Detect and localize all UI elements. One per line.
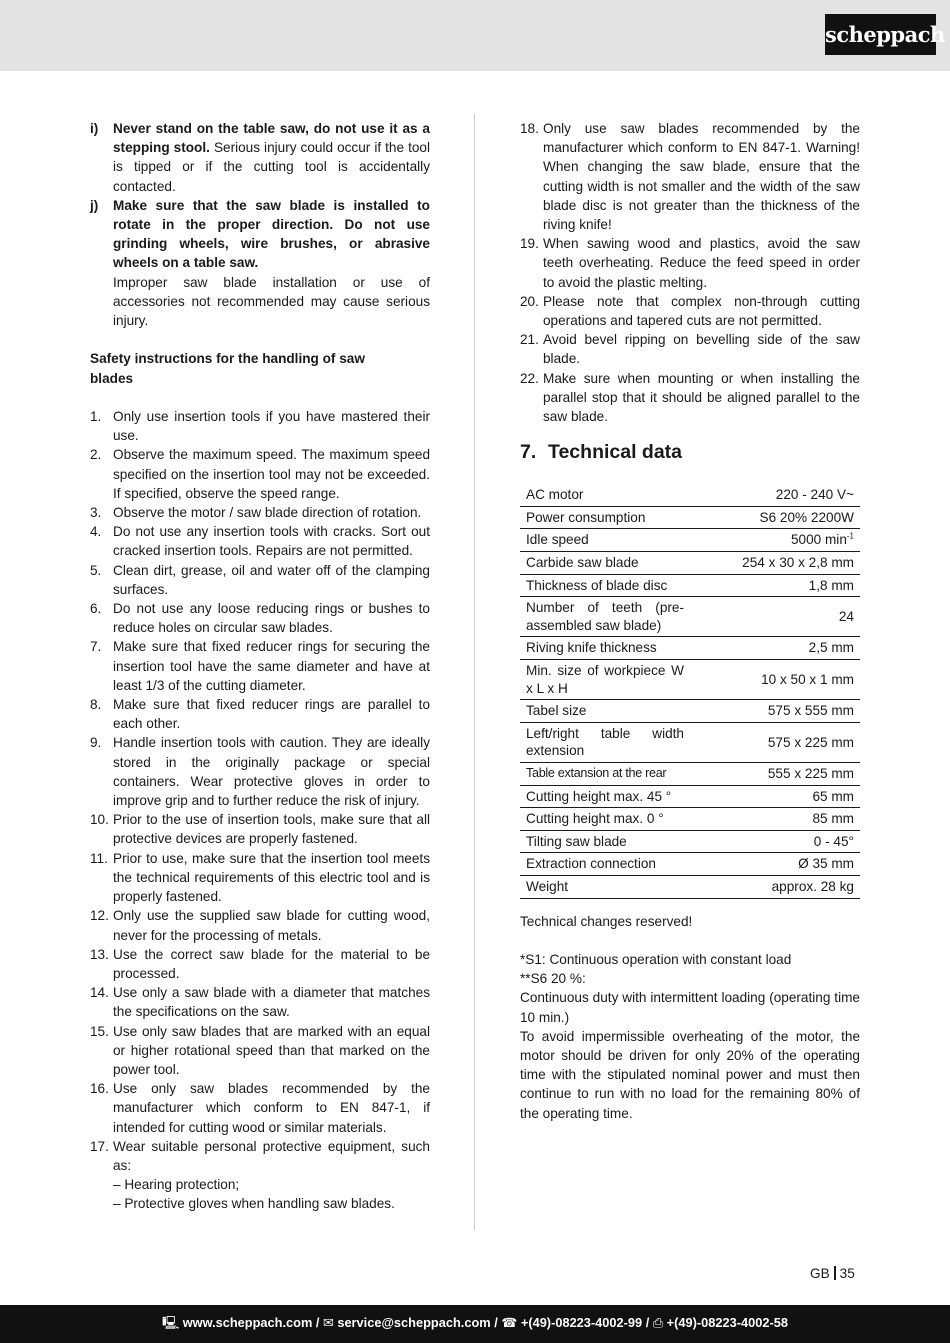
spec-value: 24 [690, 597, 860, 637]
spec-value: 85 mm [690, 808, 860, 831]
list-item [90, 561, 430, 599]
item-number: 3. [90, 505, 102, 521]
spec-value: 2,5 mm [690, 637, 860, 660]
section-title: 7. Technical data [520, 441, 683, 464]
list-item [520, 292, 860, 330]
item-number: 5. [90, 562, 102, 578]
list-item [90, 1137, 430, 1214]
column-divider [474, 114, 475, 1230]
table-row [520, 785, 860, 808]
list-item [90, 695, 430, 733]
list-item [90, 196, 430, 330]
list-item [90, 637, 430, 695]
note-s6-desc: Continuous duty with intermittent loading (operating time 10 min.) [520, 990, 860, 1025]
tech-data-table [520, 484, 860, 898]
spec-value: 220 - 240 V~ [690, 484, 860, 506]
page-number: GB 35 [810, 1266, 855, 1281]
item-marker: i) [90, 121, 99, 136]
note-reserved: Technical changes reserved! [520, 913, 693, 929]
table-row [520, 574, 860, 597]
spec-value: 575 x 225 mm [690, 722, 860, 762]
section-heading: Safety instructions for the handling of saw blades [90, 351, 365, 386]
item-number: 21. [520, 332, 539, 348]
table-row [520, 762, 860, 785]
table-row [520, 830, 860, 853]
item-number: 12. [90, 908, 109, 924]
spec-label: Tabel size [520, 700, 690, 723]
list-item [90, 407, 430, 445]
item-text: Serious injury could occur if the tool is tipped or if the cutting tool is accidentally contacted. [113, 140, 430, 194]
spec-label: Power consumption [520, 506, 690, 529]
list-item [90, 849, 430, 907]
spec-value: 10 x 50 x 1 mm [690, 660, 860, 700]
footer-website[interactable]: www.scheppach.com [182, 1315, 313, 1330]
computer-icon: 🖳 [162, 1315, 180, 1330]
table-row [520, 637, 860, 660]
item-text: Make sure that fixed reducer rings are parallel to each other. [113, 697, 430, 732]
spec-value: Ø 35 mm [690, 853, 860, 876]
spec-label: Min. size of workpiece W x L x H [520, 660, 690, 700]
brand-logo: scheppach [825, 14, 936, 55]
item-number: 15. [90, 1023, 109, 1039]
table-row [520, 506, 860, 529]
item-marker: j) [90, 197, 99, 213]
list-item [90, 733, 430, 810]
item-number: 1. [90, 409, 102, 425]
item-text: Wear suitable personal protective equipment, such as: [113, 1138, 430, 1173]
numbered-list [90, 407, 430, 1214]
list-item [90, 983, 430, 1021]
item-text: Use only a saw blade with a diameter that matches the specifications on the saw. [113, 985, 430, 1020]
item-number: 22. [520, 370, 539, 386]
spec-value: 65 mm [690, 785, 860, 808]
sub-item: – Protective gloves when handling saw blades. [113, 1196, 395, 1212]
spec-value: approx. 28 kg [690, 875, 860, 898]
item-text: Do not use any loose reducing rings or bushes to reduce holes on circular saw blades. [113, 601, 430, 636]
footer-bar: 🖳 www.scheppach.com / ✉ service@scheppach.com / ☎ +(49)-08223-4002-99 / ⎙ +(49)-08223-4002-58 [0, 1305, 950, 1343]
spec-label: Cutting height max. 45 ° [520, 785, 690, 808]
table-row [520, 808, 860, 831]
item-text: Use only saw blades that are marked with an equal or higher rotational speed than that marked on the power tool. [113, 1023, 430, 1077]
spec-value: 575 x 555 mm [690, 700, 860, 723]
item-number: 8. [90, 697, 102, 713]
numbered-list [520, 119, 860, 426]
table-row [520, 875, 860, 898]
spec-label: Idle speed [520, 529, 690, 552]
table-row [520, 722, 860, 762]
spec-label: Left/right table width extension [520, 722, 690, 762]
item-number: 16. [90, 1081, 109, 1097]
item-text: Use only saw blades recommended by the manufacturer which conform to EN 847-1, if intended for cutting wood or similar materials. [113, 1081, 430, 1135]
sub-item: – Hearing protection; [113, 1177, 240, 1193]
fax-icon: ⎙ [652, 1315, 664, 1330]
item-number: 20. [520, 293, 539, 309]
item-text: Observe the maximum speed. The maximum speed specified on the insertion tool may not be exceeded. If specified, observe the speed range. [113, 447, 430, 501]
right-column [520, 119, 860, 1123]
footer-phone: +(49)-08223-4002-99 [520, 1315, 643, 1330]
footer-email[interactable]: service@scheppach.com [337, 1315, 491, 1330]
spec-value: 5000 $\min^{-1}$ [690, 529, 860, 552]
note-s1: *S1: Continuous operation with constant load [520, 951, 792, 967]
table-row [520, 529, 860, 552]
spec-label: Extraction connection [520, 853, 690, 876]
spec-label: Number of teeth (pre-assembled saw blade) [520, 597, 690, 637]
table-row [520, 660, 860, 700]
item-text: Avoid bevel ripping on bevelling side of the saw blade. [543, 332, 860, 367]
list-item [90, 945, 430, 983]
item-bold-text: Never stand on the table saw, do not use it as a stepping stool. [113, 121, 430, 156]
left-column [90, 119, 430, 1214]
item-number: 13. [90, 946, 109, 962]
spec-value: 1,8 mm [690, 574, 860, 597]
item-text: When sawing wood and plastics, avoid the saw teeth overheating. Reduce the feed speed in order to avoid the plastic melting. [543, 236, 860, 290]
list-item [90, 1079, 430, 1137]
spec-label: Thickness of blade disc [520, 574, 690, 597]
item-text: Make sure that fixed reducer rings for securing the insertion tool have the same diameter and have at least 1/3 of the cutting diameter. [113, 639, 430, 693]
item-text: Use the correct saw blade for the material to be processed. [113, 946, 430, 981]
list-item [90, 522, 430, 560]
spec-value: 254 x 30 x 2,8 mm [690, 552, 860, 575]
unit-superscript: -1 [846, 531, 854, 541]
footer-fax: +(49)-08223-4002-58 [666, 1315, 788, 1330]
item-number: 4. [90, 524, 102, 540]
spec-label: Tilting saw blade [520, 830, 690, 853]
note-overheat: To avoid impermissible overheating of the motor, the motor should be driven for only 20% of the operating time with the stipulated nominal power and must then continue to run with no load for the remaining 80% of the operating time. [520, 1028, 860, 1121]
item-number: 19. [520, 236, 539, 252]
table-row [520, 853, 860, 876]
spec-label: AC motor [520, 484, 690, 506]
list-item [90, 1022, 430, 1080]
spec-value: 555 x 225 mm [690, 762, 860, 785]
mail-icon: ✉ [323, 1315, 334, 1330]
list-item [520, 234, 860, 292]
item-text: Only use the supplied saw blade for cutting wood, never for the processing of metals. [113, 908, 430, 943]
item-text: Clean dirt, grease, oil and water off of the clamping surfaces. [113, 562, 430, 597]
item-number: 9. [90, 735, 102, 751]
item-text: Only use saw blades recommended by the manufacturer which conform to EN 847-1. Warning! When changing the saw blade, ensure that the cutting width is not smaller and the width of the saw blade disc is not greater than the thickness of the riving knife! [543, 121, 860, 233]
item-text: Only use insertion tools if you have mastered their use. [113, 409, 430, 444]
spec-label: Table extansion at the rear [520, 762, 690, 785]
spec-label: Cutting height max. 0 ° [520, 808, 690, 831]
header-bar [0, 0, 950, 71]
list-item [90, 906, 430, 944]
item-number: 6. [90, 601, 102, 617]
list-item [90, 445, 430, 503]
spec-label: Riving knife thickness [520, 637, 690, 660]
item-text: Prior to the use of insertion tools, make sure that all protective devices are properly fastened. [113, 812, 430, 847]
item-text: Prior to use, make sure that the insertion tool meets the technical requirements of this electric tool and is properly fastened. [113, 850, 430, 905]
item-number: 2. [90, 447, 102, 463]
note-s6: **S6 20 %: [520, 971, 586, 987]
item-text: Observe the motor / saw blade direction of rotation. [113, 505, 422, 521]
spec-label: Carbide saw blade [520, 552, 690, 575]
item-text: Improper saw blade installation or use of accessories not recommended may cause serious injury. [113, 274, 430, 329]
item-text: Do not use any insertion tools with cracks. Sort out cracked insertion tools. Repairs are not permitted. [113, 524, 430, 559]
table-row [520, 700, 860, 723]
item-text: Make sure when mounting or when installing the parallel stop that it should be aligned parallel to the saw blade. [543, 370, 860, 425]
list-item [90, 119, 430, 196]
item-text: Handle insertion tools with caution. They are ideally stored in the originally package or special containers. Wear protective gloves in order to improve grip and to further reduce the risk of injury. [113, 735, 430, 809]
item-number: 7. [90, 639, 102, 655]
item-number: 14. [90, 985, 109, 1001]
item-text: Please note that complex non-through cutting operations and tapered cuts are not permitted. [543, 293, 860, 329]
phone-icon: ☎ [501, 1315, 518, 1330]
list-item [90, 599, 430, 637]
list-item [520, 330, 860, 368]
list-item [90, 810, 430, 848]
spec-label: Weight [520, 875, 690, 898]
item-number: 18. [520, 121, 539, 136]
table-row [520, 597, 860, 637]
table-row [520, 484, 860, 506]
item-bold-text: Make sure that the saw blade is installed to rotate in the proper direction. Do not use grinding wheels, wire brushes, or abrasive wheels on a table saw. [113, 197, 430, 271]
item-number: 10. [90, 812, 109, 828]
item-number: 17. [90, 1138, 109, 1154]
list-item [520, 369, 860, 427]
list-item [90, 503, 430, 522]
item-number: 11. [90, 850, 108, 866]
list-item [520, 119, 860, 234]
spec-value: 0 - 45° [690, 830, 860, 853]
spec-value: S6 20% 2200W [690, 506, 860, 529]
table-row [520, 552, 860, 575]
